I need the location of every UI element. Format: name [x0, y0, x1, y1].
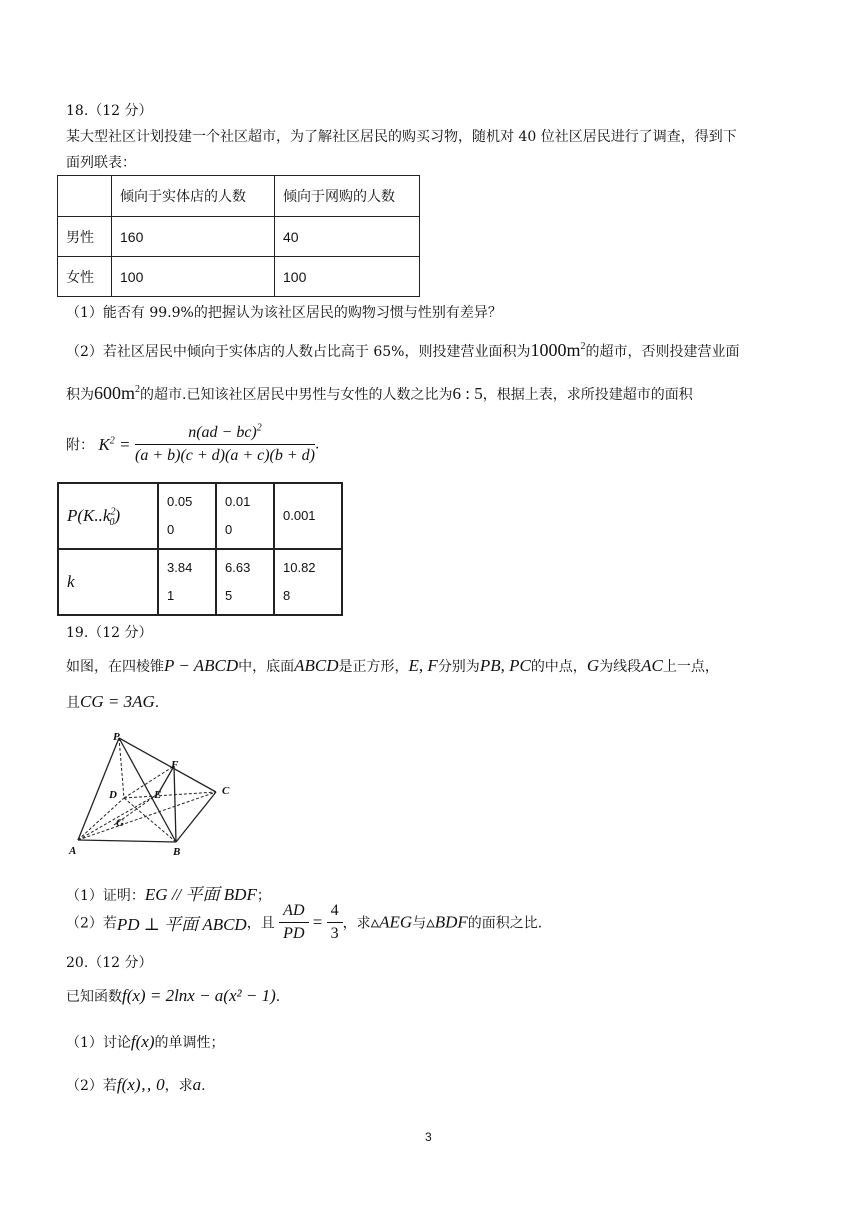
table-header-cell: 倾向于网购的人数 — [275, 176, 420, 217]
table-cell: 女性 — [58, 257, 112, 297]
table-label-cell: k — [58, 549, 158, 615]
label-a: A — [69, 845, 77, 857]
label-p: P — [113, 731, 120, 743]
table-cell: 6.63 5 — [216, 549, 274, 615]
q18-intro-line2: 面列联表： — [66, 155, 136, 171]
label-g: G — [116, 817, 124, 829]
table-cell: 160 — [112, 217, 275, 257]
edge-ab — [78, 840, 176, 842]
q19-header: 19.（12 分） — [66, 625, 153, 641]
table-cell: 男性 — [58, 217, 112, 257]
label-b: B — [173, 846, 181, 858]
q19-line2: 且CG = 3AG. — [66, 692, 160, 711]
edge-bc — [176, 792, 216, 842]
q18-formula: 附： $K^2$ = $\frac{n(ad - bc)^2}{(a + b)(c + d)(a + c)(b + d)}$ . — [66, 422, 320, 464]
segment-bf — [174, 766, 176, 842]
ratio: 6 : 5 — [452, 384, 483, 403]
table-cell: 0.05 0 — [158, 483, 216, 549]
table-header-cell: 倾向于实体店的人数 — [112, 176, 275, 217]
critical-value-table — [57, 482, 343, 616]
q19-part2: （2）若PD ⊥ 平面 ABCD，且 $\frac{AD}{PD}$ = $\frac{4}{3}$ ，求▵AEG与▵BDF的面积之比. — [66, 902, 543, 942]
contingency-table — [57, 175, 420, 297]
q19-line1: 如图，在四棱锥P − ABCD中，底面ABCD是正方形，E, F分别为PB, PC的中点，G为线段AC上一点， — [66, 656, 719, 675]
q19-part1: （1）证明：EG // 平面 BDF； — [66, 885, 271, 904]
label-f: F — [171, 759, 179, 771]
label-c: C — [222, 785, 230, 797]
q20-header: 20.（12 分） — [66, 955, 153, 971]
q18-part2-line2: 积为$600m^2$的超市.已知该社区居民中男性与女性的人数之比为6 : 5，根据上表，求所投建超市的面积 — [66, 383, 693, 403]
q20-line1: 已知函数f(x) = 2lnx − a(x² − 1). — [66, 986, 281, 1005]
q20-part2: （2）若f(x)‚‚ 0，求a. — [66, 1075, 206, 1094]
q18-header: 18.（12 分） — [66, 103, 153, 119]
page-number: 3 — [425, 1130, 432, 1144]
table-label-cell: $P(K..k^2_0)$ — [58, 483, 158, 549]
table-cell: 40 — [275, 217, 420, 257]
pyramid-figure — [66, 728, 246, 860]
q20-part1: （1）讨论f(x)的单调性； — [66, 1032, 225, 1051]
q18-part2-line1: （2）若社区居民中倾向于实体店的人数占比高于 65%，则投建营业面积为$1000m^2$的超市，否则投建营业面 — [66, 340, 740, 360]
table-cell: 0.01 0 — [216, 483, 274, 549]
q18-part1: （1）能否有 99.9%的把握认为该社区居民的购物习惯与性别有差异？ — [66, 305, 502, 321]
label-d: D — [109, 789, 117, 801]
table-cell: 10.82 8 — [274, 549, 342, 615]
diagonal-ac — [78, 792, 216, 840]
table-cell: 0.001 — [274, 483, 342, 549]
table-header-cell — [58, 176, 112, 217]
table-cell: 100 — [275, 257, 420, 297]
table-cell: 3.84 1 — [158, 549, 216, 615]
q18-intro-line1: 某大型社区计划投建一个社区超市，为了解社区居民的购买习物，随机对 40 位社区居民进行了调查，得到下 — [66, 129, 737, 145]
area-600: $600m^2$ — [94, 383, 141, 403]
table-cell: 100 — [112, 257, 275, 297]
label-e: E — [154, 789, 162, 801]
area-1000: $1000m^2$ — [530, 340, 586, 360]
diagonal-bd — [124, 798, 176, 842]
